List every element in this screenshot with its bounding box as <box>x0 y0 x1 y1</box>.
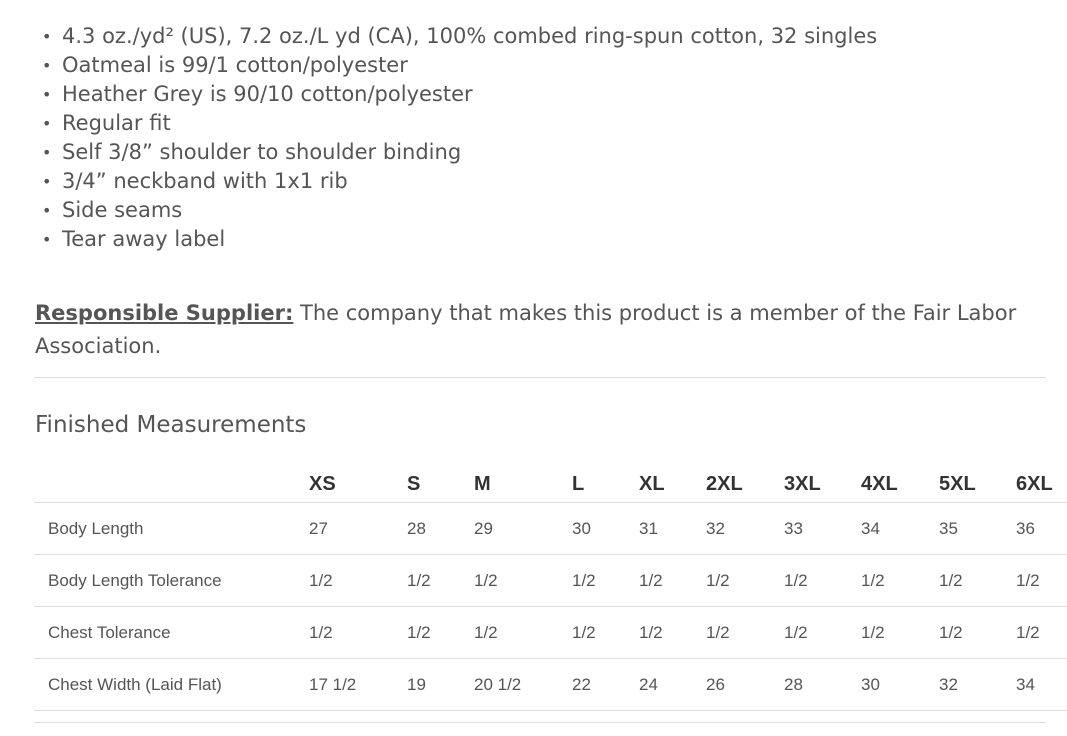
bullet-icon: • <box>42 56 52 75</box>
bottom-divider <box>34 722 1046 723</box>
table-cell: 35 <box>939 503 1016 555</box>
table-cell: 27 <box>309 503 407 555</box>
table-cell: 1/2 <box>407 555 474 607</box>
size-header: 3XL <box>784 466 861 503</box>
feature-text: 3/4” neckband with 1x1 rib <box>62 169 348 193</box>
feature-item <box>38 225 877 254</box>
feature-text: Tear away label <box>62 227 226 251</box>
table-cell: 28 <box>407 503 474 555</box>
table-cell: 1/2 <box>309 555 407 607</box>
size-header: S <box>407 466 474 503</box>
table-cell: 28 <box>784 659 861 711</box>
table-cell: 32 <box>939 659 1016 711</box>
feature-item <box>38 22 877 51</box>
feature-list <box>38 22 877 254</box>
row-label: Body Length Tolerance <box>34 555 309 607</box>
bullet-icon: • <box>42 143 52 162</box>
table-cell: 20 1/2 <box>474 659 572 711</box>
row-label: Chest Tolerance <box>34 607 309 659</box>
table-cell: 34 <box>1016 659 1067 711</box>
table-cell: 34 <box>861 503 939 555</box>
table-cell: 1/2 <box>939 555 1016 607</box>
table-cell: 31 <box>639 503 706 555</box>
table-cell: 1/2 <box>407 607 474 659</box>
row-label: Chest Width (Laid Flat) <box>34 659 309 711</box>
table-cell: 19 <box>407 659 474 711</box>
size-header: M <box>474 466 572 503</box>
table-cell: 1/2 <box>572 607 639 659</box>
responsible-supplier-label: Responsible Supplier: <box>35 301 294 325</box>
table-cell: 1/2 <box>861 607 939 659</box>
size-header: XS <box>309 466 407 503</box>
feature-text: Oatmeal is 99/1 cotton/polyester <box>62 53 408 77</box>
table-row <box>34 659 1067 711</box>
feature-item <box>38 80 877 109</box>
table-cell: 30 <box>861 659 939 711</box>
table-cell: 29 <box>474 503 572 555</box>
table-cell: 1/2 <box>474 607 572 659</box>
table-cell: 1/2 <box>639 555 706 607</box>
table-cell: 1/2 <box>861 555 939 607</box>
table-cell: 1/2 <box>1016 555 1067 607</box>
measurements-table <box>34 466 1067 711</box>
table-cell: 1/2 <box>1016 607 1067 659</box>
bullet-icon: • <box>42 85 52 104</box>
size-header: 2XL <box>706 466 784 503</box>
size-header: 4XL <box>861 466 939 503</box>
header-blank <box>34 466 309 503</box>
feature-text: Side seams <box>62 198 183 222</box>
bullet-icon: • <box>42 114 52 133</box>
bullet-icon: • <box>42 27 52 46</box>
table-cell: 1/2 <box>572 555 639 607</box>
feature-text: 4.3 oz./yd² (US), 7.2 oz./L yd (CA), 100% combed ring-spun cotton, 32 singles <box>62 24 878 48</box>
table-cell: 1/2 <box>784 607 861 659</box>
table-row <box>34 555 1067 607</box>
feature-text: Self 3/8” shoulder to shoulder binding <box>62 140 462 164</box>
feature-item <box>38 196 877 225</box>
feature-item <box>38 138 877 167</box>
table-cell: 1/2 <box>784 555 861 607</box>
size-header-row <box>34 466 1067 503</box>
bullet-icon: • <box>42 172 52 191</box>
section-divider <box>34 377 1046 378</box>
row-label: Body Length <box>34 503 309 555</box>
size-header: L <box>572 466 639 503</box>
feature-text: Regular fit <box>62 111 171 135</box>
table-cell: 1/2 <box>309 607 407 659</box>
table-cell: 1/2 <box>939 607 1016 659</box>
table-cell: 1/2 <box>706 555 784 607</box>
table-row <box>34 607 1067 659</box>
feature-text: Heather Grey is 90/10 cotton/polyester <box>62 82 473 106</box>
measurements-title: Finished Measurements <box>35 412 307 438</box>
bullet-icon: • <box>42 201 52 220</box>
table-cell: 1/2 <box>474 555 572 607</box>
table-cell: 17 1/2 <box>309 659 407 711</box>
table-cell: 26 <box>706 659 784 711</box>
feature-item <box>38 167 877 196</box>
bullet-icon: • <box>42 230 52 249</box>
size-header: 6XL <box>1016 466 1067 503</box>
table-cell: 1/2 <box>706 607 784 659</box>
table-cell: 24 <box>639 659 706 711</box>
responsible-supplier-text: The company that makes this product is a member of the Fair Labor Association. <box>35 301 1017 358</box>
table-cell: 1/2 <box>639 607 706 659</box>
table-cell: 22 <box>572 659 639 711</box>
table-cell: 33 <box>784 503 861 555</box>
table-cell: 32 <box>706 503 784 555</box>
responsible-supplier-note <box>35 297 1055 363</box>
table-cell: 30 <box>572 503 639 555</box>
feature-item <box>38 109 877 138</box>
table-cell: 36 <box>1016 503 1067 555</box>
feature-item <box>38 51 877 80</box>
table-row <box>34 503 1067 555</box>
size-header: XL <box>639 466 706 503</box>
size-header: 5XL <box>939 466 1016 503</box>
